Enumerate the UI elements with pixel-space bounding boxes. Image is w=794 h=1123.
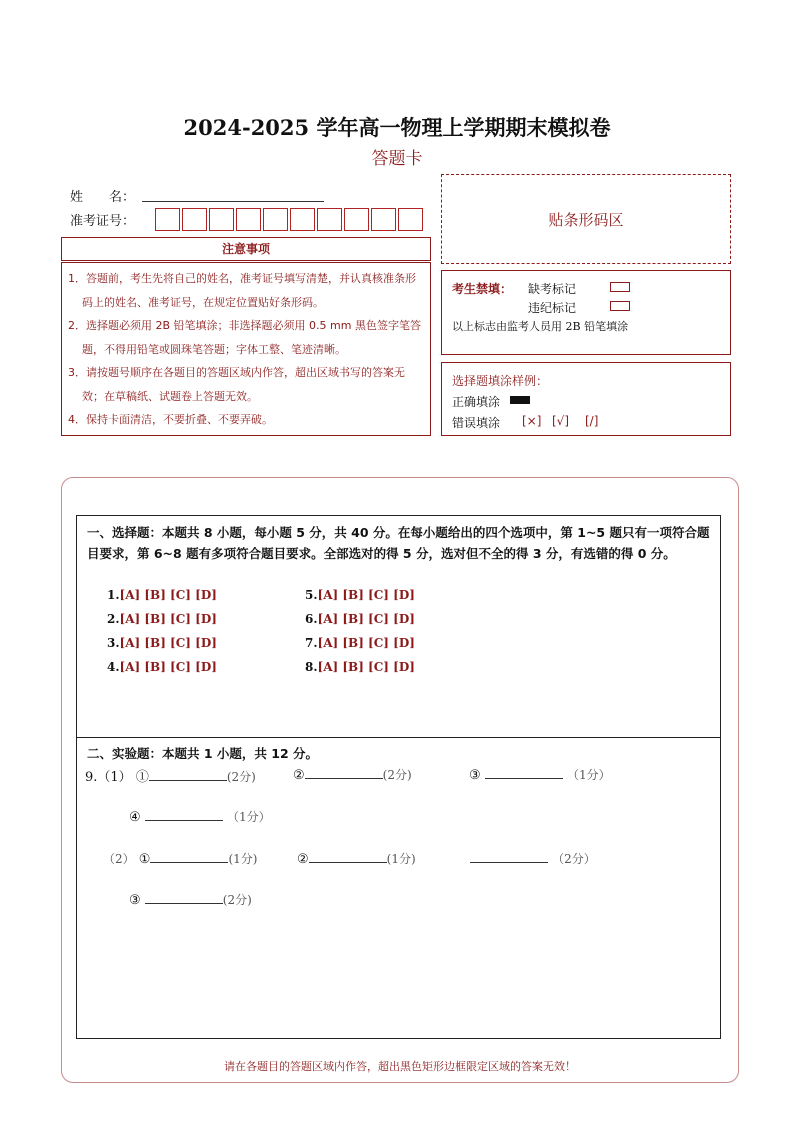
answer-blank[interactable] (145, 891, 223, 904)
answer-line (85, 766, 256, 785)
answer-blank[interactable] (150, 850, 228, 863)
wrong-fill-label: 错误填涂 (452, 416, 501, 430)
notice-title: 注意事项 (61, 237, 431, 261)
circled-number: ④ (129, 810, 141, 825)
question-number: 1. (107, 588, 120, 602)
circled-number: ③ (469, 768, 481, 783)
violation-mark-label: 违纪标记 (528, 301, 577, 315)
answer-options[interactable]: [A] [B] [C] [D] (317, 636, 415, 650)
circled-number: ② (293, 768, 305, 783)
section-experiment-title: 二、实验题：本题共 1 小题，共 12 分。 (87, 746, 319, 761)
points-label: （1分） (226, 810, 271, 824)
correct-fill-sample (510, 396, 530, 404)
notice-item: 2．选择题必须用 2B 铅笔填涂；非选择题必须用 0.5 mm 黑色签字笔答题，不得用铅笔或圆珠笔答题；字体工整、笔迹清晰。 (68, 319, 421, 356)
footer-warning: 请在各题目的答题区域内作答，超出黑色矩形边框限定区域的答案无效！ (224, 1060, 576, 1073)
answer-blank[interactable] (485, 766, 563, 779)
page-title: 2024-2025 学年高一物理上学期期末模拟卷 (183, 115, 611, 140)
answer-blank[interactable] (309, 850, 387, 863)
answer-line (293, 766, 412, 783)
points-label: (2分) (382, 768, 412, 782)
correct-fill-label: 正确填涂 (452, 395, 501, 409)
question-number: 4. (107, 660, 120, 674)
question-number: 7. (305, 636, 318, 650)
circled-number: ③ (129, 893, 141, 908)
answer-blank[interactable] (145, 808, 223, 821)
question-row[interactable] (107, 612, 217, 626)
points-label: (2分) (226, 770, 256, 784)
question-row[interactable] (305, 660, 415, 674)
wrong-fill-sample: [/] (585, 414, 599, 428)
question-row[interactable] (107, 636, 217, 650)
answer-line (470, 850, 596, 867)
circled-number: ① (135, 770, 149, 785)
question-number: 8. (305, 660, 318, 674)
question-number: 3. (107, 636, 120, 650)
notice-item: 4．保持卡面清洁，不要折叠、不要弄破。 (68, 413, 273, 426)
notice-item: 1．答题前，考生先将自己的姓名，准考证号填写清楚，并认真核准条形码上的姓名、准考证号，在规定位置贴好条形码。 (68, 272, 416, 309)
answer-line (469, 766, 611, 783)
name-label: 姓 名： (70, 190, 136, 205)
question-row[interactable] (107, 588, 217, 602)
marks-note: 以上标志由监考人员用 2B 铅笔填涂 (452, 320, 629, 333)
circled-number: ② (297, 852, 309, 867)
question-number: 5. (305, 588, 318, 602)
question-row[interactable] (305, 636, 415, 650)
question-row[interactable] (107, 660, 217, 674)
section-experiment (76, 737, 721, 1039)
notice-item: 3．请按题号顺序在各题目的答题区域内作答，超出区域书写的答案无效；在草稿纸、试题卷上答题无效。 (68, 366, 405, 403)
page-subtitle: 答题卡 (371, 149, 423, 169)
marks-label: 考生禁填： (452, 282, 513, 296)
answer-options[interactable]: [A] [B] [C] [D] (119, 588, 217, 602)
points-label: (2分) (222, 893, 252, 907)
points-label: （2分） (552, 852, 596, 866)
question-number: 6. (305, 612, 318, 626)
fill-example-title: 选择题填涂样例： (452, 374, 549, 388)
points-label: (1分) (228, 852, 258, 866)
absent-mark-box[interactable] (610, 282, 630, 292)
name-field[interactable] (142, 200, 324, 202)
points-label: (1分) (386, 852, 416, 866)
exam-id-field[interactable] (155, 208, 425, 231)
q9-prefix: 9.（1） (85, 770, 132, 785)
answer-options[interactable]: [A] [B] [C] [D] (317, 660, 415, 674)
wrong-fill-sample: [√] (552, 414, 570, 428)
answer-options[interactable]: [A] [B] [C] [D] (317, 612, 415, 626)
answer-blank[interactable] (305, 766, 383, 779)
notice-box (61, 262, 431, 436)
answer-options[interactable]: [A] [B] [C] [D] (119, 660, 217, 674)
answer-line (297, 850, 416, 867)
exam-id-label: 准考证号： (70, 214, 136, 229)
question-row[interactable] (305, 612, 415, 626)
answer-options[interactable]: [A] [B] [C] [D] (119, 636, 217, 650)
proctor-marks-box (441, 270, 731, 355)
points-label: （1分） (566, 768, 611, 782)
barcode-area: 贴条形码区 (441, 174, 731, 264)
question-row[interactable] (305, 588, 415, 602)
wrong-fill-sample: [×] (522, 414, 542, 428)
violation-mark-box[interactable] (610, 301, 630, 311)
answer-blank[interactable] (470, 850, 548, 863)
answer-options[interactable]: [A] [B] [C] [D] (119, 612, 217, 626)
answer-blank[interactable] (149, 768, 227, 781)
section-choice-instructions: 一、选择题：本题共 8 小题，每小题 5 分，共 40 分。在每小题给出的四个选项中，第 1~5 题只有一项符合题目要求，第 6~8 题有多项符合题目要求。全部选对的得 5 分，选对但不全的得 3 分，有选错的得 0 分。 (87, 525, 710, 561)
answer-line (129, 808, 271, 825)
fill-example-box (441, 362, 731, 436)
circled-number: ① (138, 852, 151, 867)
answer-options[interactable]: [A] [B] [C] [D] (317, 588, 415, 602)
answer-line (129, 891, 252, 908)
part-prefix: （2） (103, 852, 135, 866)
answer-line (103, 850, 257, 867)
question-number: 2. (107, 612, 120, 626)
section-choice (76, 515, 721, 738)
absent-mark-label: 缺考标记 (528, 282, 577, 296)
